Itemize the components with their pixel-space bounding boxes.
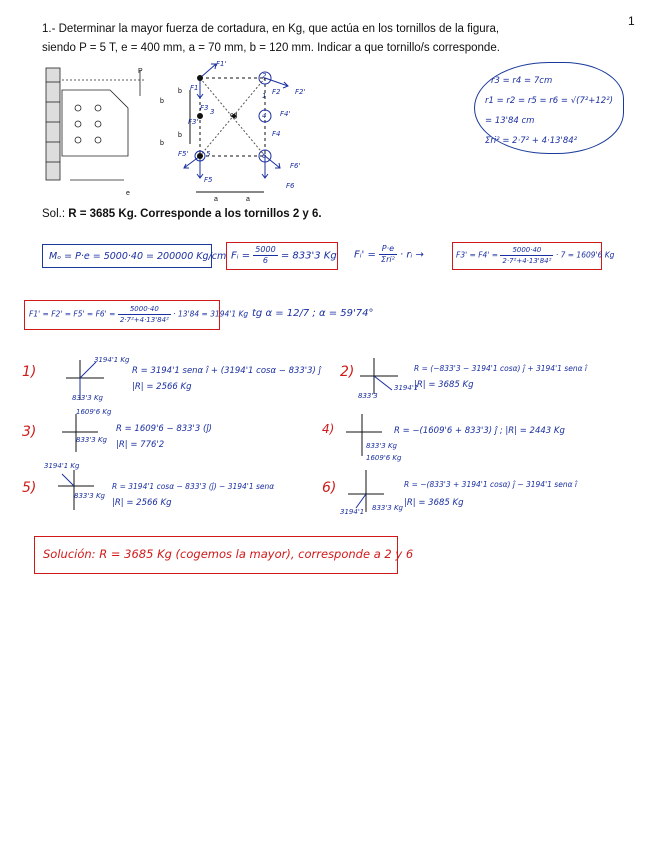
eq-fi-rhs: = 833'3 Kg	[280, 250, 337, 262]
f3-f4-equation	[452, 242, 615, 270]
case-6-f2: 833'3 Kg	[372, 504, 403, 512]
label-P: P	[138, 68, 143, 75]
case-3-magnitude: |R| = 776'2	[116, 440, 165, 450]
sol-text: R = 3685 Kg. Corresponde a los tornillos 2 y 6.	[65, 208, 322, 220]
label-F1p: F1'	[216, 60, 227, 68]
eq-f3-num: 5000·40	[500, 245, 553, 256]
case-4-resultant: R = −(1609'6 + 833'3) ĵ ; |R| = 2443 Kg	[394, 426, 565, 436]
label-F5p: F5'	[178, 150, 189, 158]
label-a2: a	[246, 196, 250, 203]
case-2-number: 2)	[340, 364, 355, 380]
case-3-f2: 833'3 Kg	[76, 436, 107, 444]
label-b4: b	[160, 140, 164, 147]
label-F2: F2	[272, 88, 281, 96]
label-n1: 1	[262, 92, 267, 100]
eq-fi-den: 6	[262, 256, 269, 265]
case-2-resultant: R = (−833'3 − 3194'1 cosα) ĵ + 3194'1 senα î	[414, 364, 587, 373]
case-5-vector-sketch	[54, 470, 100, 512]
case-1-f1: 3194'1 Kg	[94, 356, 130, 364]
angle-text: tg α = 12/7 ; α = 59'74°	[252, 308, 374, 319]
eq-fip-rhs: · rᵢ →	[400, 249, 424, 261]
label-F6: F6	[286, 182, 295, 190]
radii-line-2: r1 = r2 = r5 = r6 = √(7²+12²) = 13'84 cm	[485, 96, 613, 126]
case-5-resultant: R = 3194'1 cosα − 833'3 (ĵ) − 3194'1 senα	[112, 482, 275, 491]
case-2-magnitude: |R| = 3685 Kg	[414, 380, 474, 390]
case-2-f1: 3194'1	[394, 384, 419, 392]
final-solution-box	[34, 536, 414, 574]
eq-fi-num: 5000	[255, 245, 276, 254]
eq-f1-den: 2·7²+4·13'84²	[119, 316, 169, 324]
case-5-f1: 3194'1 Kg	[44, 462, 80, 470]
case-1-f2: 833'3 Kg	[72, 394, 103, 402]
angle-equation	[252, 308, 373, 319]
radii-line-1: r3 = r4 = 7cm	[491, 76, 553, 86]
sol-line	[42, 208, 322, 220]
case-5-f2: 833'3 Kg	[74, 492, 105, 500]
case-4-number: 4)	[322, 422, 335, 436]
label-n3: 3	[210, 108, 215, 116]
label-n2: 2	[262, 72, 267, 80]
eq-f3-lhs: F3' = F4' =	[456, 250, 499, 260]
torsion-shear-equation	[354, 244, 424, 265]
case-1-magnitude: |R| = 2566 Kg	[132, 382, 192, 392]
label-F5: F5	[204, 176, 213, 184]
label-F2p: F2'	[295, 88, 306, 96]
case-3-resultant: R = 1609'6 − 833'3 (ĵ)	[116, 424, 212, 434]
eq-f3-rhs: · 7 = 1609'6 Kg	[555, 250, 615, 260]
bracket-drawing	[40, 62, 150, 197]
case-6-number: 6)	[322, 480, 337, 496]
eq-f1-lhs: F1' = F2' = F5' = F6' =	[29, 309, 116, 319]
case-4-vector-sketch	[346, 414, 386, 458]
label-n6: 6	[262, 152, 267, 160]
case-6-resultant: R = −(833'3 + 3194'1 cosα) ĵ − 3194'1 senα î	[404, 480, 577, 489]
problem-statement	[42, 20, 602, 58]
direct-shear-equation	[226, 242, 338, 270]
label-b2: b	[178, 132, 182, 139]
case-2-f2: 833'3	[358, 392, 378, 400]
eq-fip-lhs: Fᵢ' =	[354, 249, 376, 261]
label-n4: 4	[262, 112, 267, 120]
case-6-f1: 3194'1	[340, 508, 365, 516]
case-4-f2: 1609'6 Kg	[366, 454, 402, 462]
eq-f1-num: 5000·40	[118, 304, 171, 315]
case-6-magnitude: |R| = 3685 Kg	[404, 498, 464, 508]
label-a1: a	[214, 196, 218, 203]
label-F1: F1	[190, 84, 199, 92]
moment-equation	[42, 244, 227, 268]
radii-note	[474, 62, 624, 154]
label-b3: b	[160, 98, 164, 105]
label-cg: cg	[230, 112, 238, 119]
case-3-vector-sketch	[62, 412, 102, 454]
final-solution-text: R = 3685 Kg (cogemos la mayor), corresponde a 2 y 6	[99, 547, 414, 561]
page-number: 1	[628, 14, 635, 28]
f1-f2-f5-f6-equation	[24, 300, 249, 330]
eq-fi-lhs: Fᵢ =	[231, 250, 251, 262]
eq-f3-den: 2·7²+4·13'84²	[502, 257, 552, 265]
final-solution-label: Solución:	[43, 547, 96, 561]
label-b1: b	[178, 88, 182, 95]
case-1-resultant: R = 3194'1 senα î + (3194'1 cosα − 833'3) ĵ	[132, 366, 321, 376]
case-5-number: 5)	[22, 480, 37, 496]
label-e: e	[126, 190, 130, 197]
label-F3: F3	[200, 104, 209, 112]
eq-fip-den: Σri²	[381, 255, 395, 264]
label-F3p: F3'	[188, 118, 199, 126]
label-n5: 5	[206, 150, 211, 158]
case-4-f1: 833'3 Kg	[366, 442, 397, 450]
eq-f1-rhs: · 13'84 = 3194'1 Kg	[173, 309, 249, 319]
label-F6p: F6'	[290, 162, 301, 170]
case-1-number: 1)	[22, 364, 37, 380]
problem-line-2: siendo P = 5 T, e = 400 mm, a = 70 mm, b = 120 mm. Indicar a que tornillo/s corresponde.	[42, 42, 500, 54]
case-3-f1: 1609'6 Kg	[76, 408, 112, 416]
label-F4p: F4'	[280, 110, 291, 118]
moment-text: Mₒ = P·e = 5000·40 = 200000 Kg/cm	[49, 251, 227, 262]
radii-line-3: Σri² = 2·7² + 4·13'84²	[485, 136, 578, 146]
case-5-magnitude: |R| = 2566 Kg	[112, 498, 172, 508]
problem-line-1: 1.- Determinar la mayor fuerza de cortadura, en Kg, que actúa en los tornillos de la figura,	[42, 23, 500, 35]
eq-fip-num: P·e	[379, 244, 397, 255]
label-F4: F4	[272, 130, 281, 138]
case-3-number: 3)	[22, 424, 37, 440]
sol-label: Sol.:	[42, 208, 66, 220]
